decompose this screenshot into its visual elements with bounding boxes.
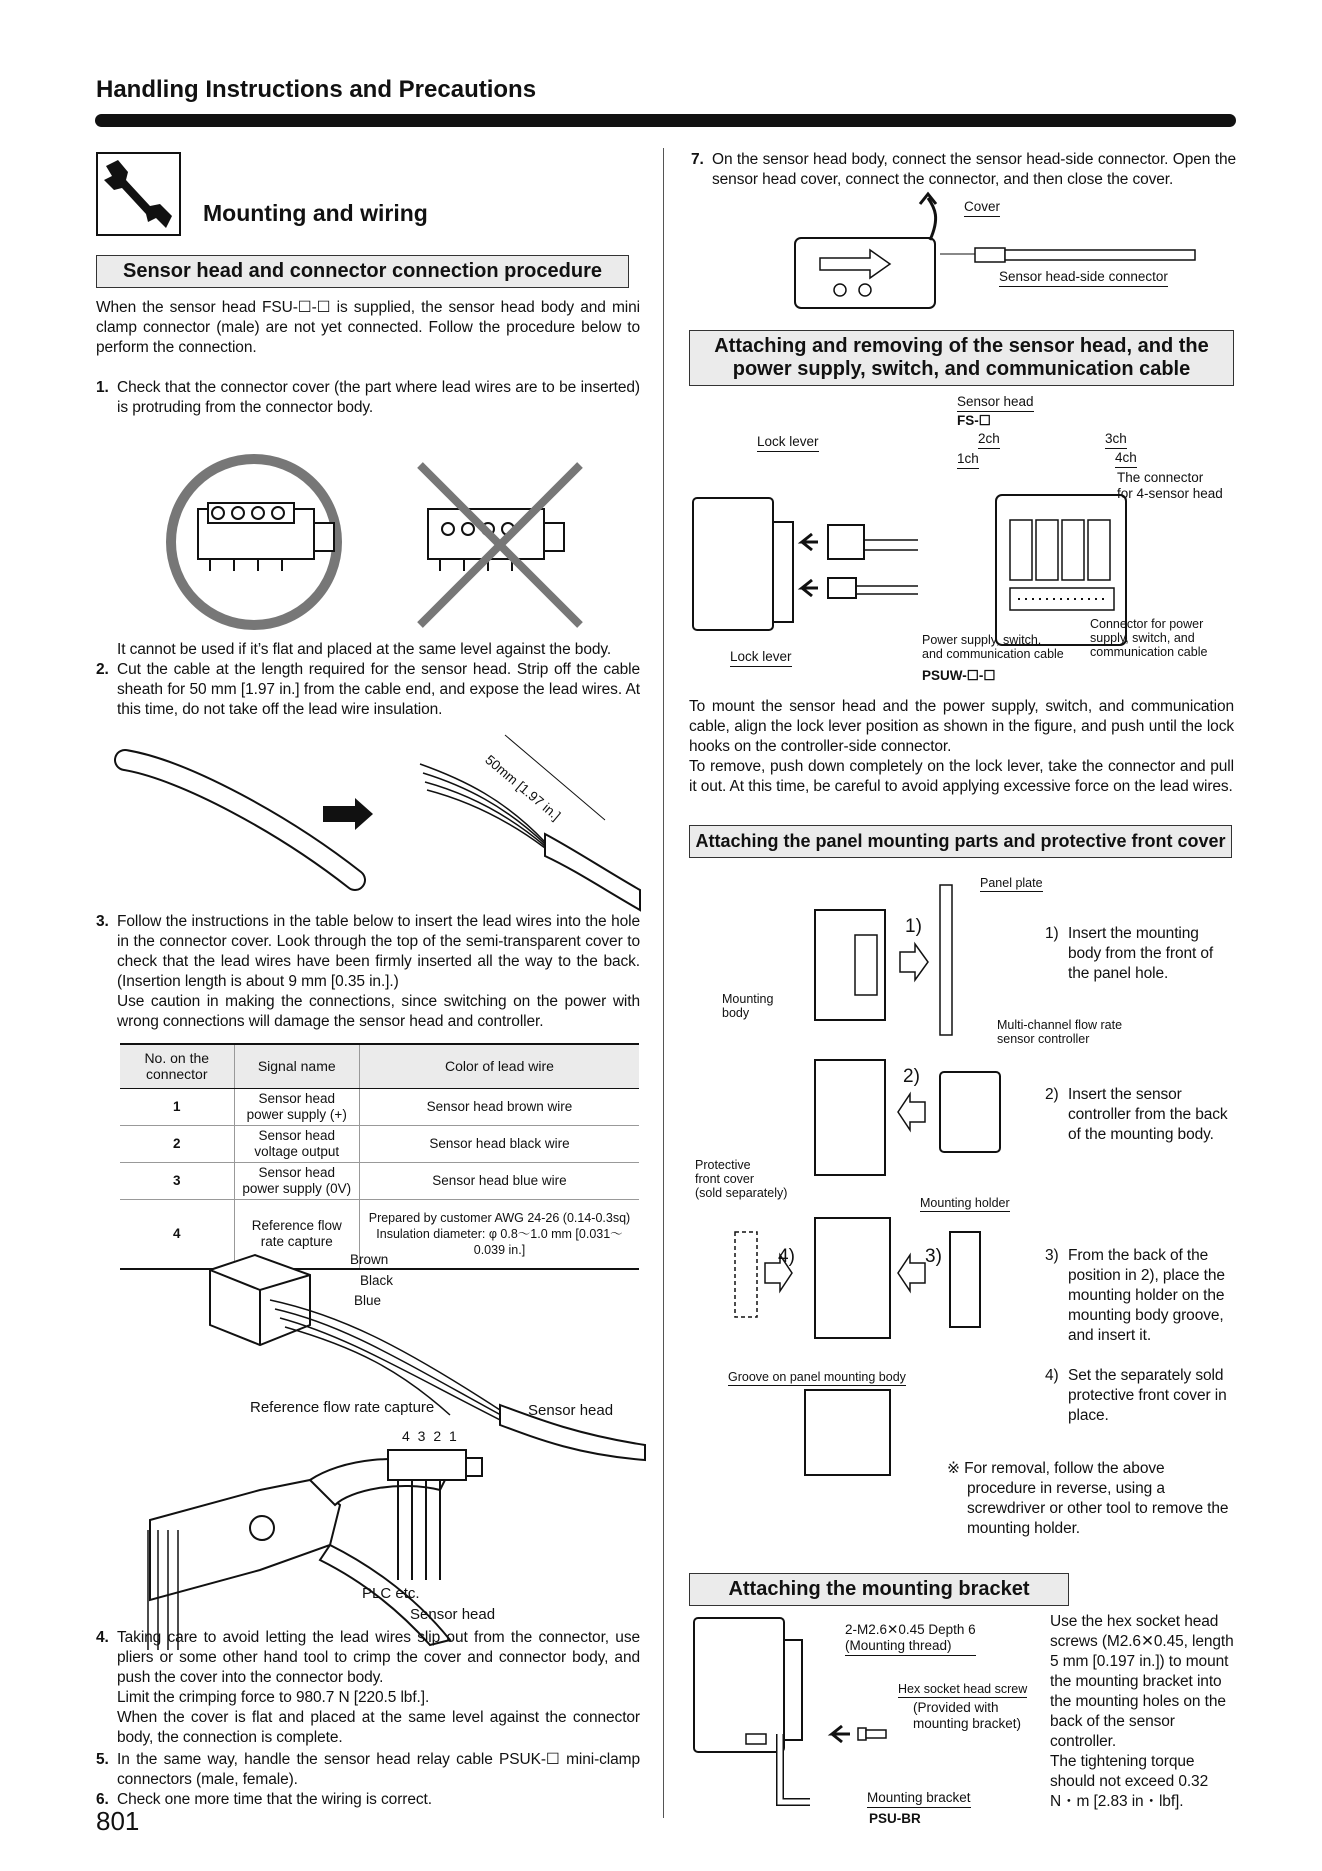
protective-line-3: (sold separately) (695, 1186, 788, 1200)
psu-connector-line-1: Connector for power (1090, 617, 1204, 631)
mounting-body-line-1: Mounting (722, 992, 774, 1006)
table-cell: 2 (120, 1125, 234, 1162)
step-5 (96, 1750, 640, 1790)
panel-step-text: From the back of the position in 2), place the mounting holder on the mounting body groove, and insert it. (1068, 1247, 1225, 1344)
step-7 (691, 150, 1236, 190)
fs-model-label: FS-☐ (957, 413, 991, 428)
step-text-caution: Use caution in making the connections, since switching on the power with wrong connections will damage the sensor head and controller. (117, 993, 640, 1030)
psu-connector-line-3: communication cable (1090, 645, 1208, 659)
hex-provided-line-1: (Provided with (913, 1700, 999, 1715)
table-cell: Sensor head voltage output (234, 1125, 359, 1162)
ref-capture-label: Reference flow rate capture (250, 1399, 435, 1416)
lock-lever-label-top: Lock lever (757, 434, 819, 452)
ch2-label: 2ch (978, 431, 1000, 449)
table-row (120, 1088, 639, 1125)
box-title-attach-remove: Attaching and removing of the sensor head, and the power supply, switch, and communication cable (689, 330, 1234, 386)
ch4-label: 4ch (1115, 450, 1137, 468)
ch3-label: 3ch (1105, 431, 1127, 449)
table-cell: Prepared by customer AWG 24-26 (0.14-0.3sq) Insulation diameter: φ 0.8～1.0 mm [0.031～0.039 in.] (359, 1199, 639, 1269)
sensor-head-label-2: Sensor head (410, 1606, 496, 1623)
step-4 (96, 1628, 640, 1748)
connector-comparison-figure (150, 447, 670, 637)
step-text: Check one more time that the wiring is correct. (117, 1791, 432, 1808)
intro-text: When the sensor head FSU-☐-☐ is supplied, the sensor head body and mini clamp connector (male) are not yet connected. Follow the procedure below to perform the connection. (96, 299, 640, 356)
step-text: Taking care to avoid letting the lead wires slip out from the connector, use pliers or some other hand tool to crimp the cover and connector body, and push the cover into the connector body. (117, 1629, 640, 1686)
step-number: 6. (96, 1791, 109, 1808)
connector-label: Sensor head-side connector (999, 269, 1168, 287)
cable-strip-figure (105, 730, 645, 905)
box-title-connection: Sensor head and connector connection procedure (96, 255, 629, 288)
panel-num-2: 2) (903, 1066, 920, 1087)
groove-label: Groove on panel mounting body (728, 1370, 906, 1384)
step-text: Check that the connector cover (the part where lead wires are to be inserted) is protruding from the connector body. (117, 379, 640, 416)
step-2 (96, 660, 640, 720)
panel-step-1 (1045, 924, 1235, 984)
psu-connector-line-2: supply, switch, and (1090, 631, 1195, 645)
step-number: 5. (96, 1751, 109, 1768)
mounting-body-line-2: body (722, 1006, 750, 1020)
sensor-head-label: Sensor head (528, 1402, 614, 1419)
step-number: 1. (96, 379, 109, 396)
protective-line-2: front cover (695, 1172, 755, 1186)
page-number: 801 (96, 1806, 140, 1836)
hex-provided-label (913, 1700, 1021, 1732)
panel-step-text: Insert the mounting body from the front of the panel hole. (1068, 925, 1214, 982)
wire-label-black: Black (360, 1273, 394, 1288)
step-text: In the same way, handle the sensor head relay cable PSUK-☐ mini-clamp connectors (male, female). (117, 1751, 640, 1788)
thread-label (845, 1622, 976, 1656)
mounting-holder-label: Mounting holder (920, 1196, 1010, 1210)
bracket-text: Use the hex socket head screws (M2.6✕0.45, length 5 mm [0.197 in.]) to mount the mounting bracket into the mounting holes on the back of the sensor controller. (1050, 1613, 1234, 1750)
four-head-connector-label (1117, 470, 1223, 502)
panel-step-number: 3) (1045, 1247, 1059, 1264)
step-text: On the sensor head body, connect the sensor head-side connector. Open the sensor head cover, connect the connector, and then close the cover. (712, 151, 1236, 188)
pin-numbers: 4 3 2 1 (402, 1428, 459, 1444)
strip-length-label: 50mm [1.97 in.] (482, 752, 564, 824)
column-divider (663, 148, 664, 1818)
mount-text: To mount the sensor head and the power supply, switch, and communication cable, align the lock lever position as shown in the figure, and push until the lock hooks on the controller-side connector. (689, 698, 1234, 755)
four-head-line-1: The connector (1117, 470, 1204, 485)
header-rule (95, 114, 1236, 127)
step-text: Cut the cable at the length required for the sensor head. Strip off the cable sheath for 50 mm [1.97 in.] from the cable end, and expose the lead wires. At this time, do not take off the lead wire insulation. (117, 661, 640, 718)
crimping-figure (140, 1450, 560, 1650)
psubr-label: PSU-BR (869, 1811, 921, 1826)
removal-note: ※ For removal, follow the above procedure in reverse, using a screwdriver or other tool to remove the mounting holder. (947, 1460, 1229, 1537)
panel-step-number: 4) (1045, 1367, 1059, 1384)
panel-step-2 (1045, 1085, 1235, 1145)
table-cell: Sensor head power supply (0V) (234, 1162, 359, 1199)
step-text-force: Limit the crimping force to 980.7 N [220.5 lbf.]. (117, 1689, 430, 1706)
box-title-bracket: Attaching the mounting bracket (689, 1573, 1069, 1606)
step-number: 4. (96, 1629, 109, 1646)
table-cell: Sensor head blue wire (359, 1162, 639, 1199)
table-header: Signal name (234, 1044, 359, 1088)
bracket-torque-text: The tightening torque should not exceed 0.32 N・m [2.83 in・lbf]. (1050, 1753, 1209, 1810)
panel-step-4 (1045, 1366, 1235, 1426)
panel-num-4: 4) (778, 1246, 795, 1267)
table-row (120, 1162, 639, 1199)
thread-line-1: 2-M2.6✕0.45 Depth 6 (845, 1622, 976, 1637)
plc-label: PLC etc. (362, 1585, 420, 1602)
panel-step-text: Set the separately sold protective front cover in place. (1068, 1367, 1227, 1424)
step-3 (96, 912, 640, 1032)
mounting-body-label (722, 992, 773, 1020)
step-number: 7. (691, 151, 704, 168)
multichannel-line-2: sensor controller (997, 1032, 1090, 1046)
wiring-table (120, 1043, 639, 1270)
ch1-label: 1ch (957, 451, 979, 469)
box-title-panel: Attaching the panel mounting parts and protective front cover (689, 825, 1232, 858)
table-cell: 1 (120, 1088, 234, 1125)
wire-label-blue: Blue (354, 1293, 382, 1308)
step-text: Follow the instructions in the table below to insert the lead wires into the hole in the connector cover. Look through the top of the semi-transparent cover to check that the lead wires have been firmly inserted all the way to the back. (Insertion length is about 9 mm [0.35 in.].) (117, 913, 640, 990)
protective-cover-label (695, 1158, 787, 1200)
table-cell: Sensor head power supply (+) (234, 1088, 359, 1125)
panel-step-text: Insert the sensor controller from the back of the mounting body. (1068, 1086, 1228, 1143)
table-row (120, 1125, 639, 1162)
multichannel-line-1: Multi-channel flow rate (997, 1018, 1123, 1032)
step-1 (96, 378, 640, 418)
table-cell: Sensor head black wire (359, 1125, 639, 1162)
psuw-model-label: PSUW-☐-☐ (922, 668, 996, 683)
thread-line-2: (Mounting thread) (845, 1638, 952, 1653)
table-cell: Sensor head brown wire (359, 1088, 639, 1125)
table-header: Color of lead wire (359, 1044, 639, 1088)
panel-step-3 (1045, 1246, 1235, 1346)
panel-num-3: 3) (925, 1246, 942, 1267)
cover-label: Cover (964, 199, 1000, 217)
table-cell: 4 (120, 1199, 234, 1269)
section-title: Mounting and wiring (203, 200, 428, 226)
panel-step-number: 2) (1045, 1086, 1059, 1103)
wire-label-brown: Brown (350, 1252, 389, 1267)
remove-text: To remove, push down completely on the lock lever, take the connector and pull it out. At this time, be careful to avoid applying excessive force on the lead wires. (689, 758, 1234, 795)
step-6 (96, 1790, 640, 1810)
step-text-complete: When the cover is flat and placed at the same level against the connector body, the connection is complete. (117, 1709, 640, 1746)
hex-screw-label: Hex socket head screw (898, 1682, 1028, 1696)
psu-connector-label (1090, 617, 1207, 659)
protective-line-1: Protective (695, 1158, 751, 1172)
panel-plate-label: Panel plate (980, 876, 1043, 890)
wrench-icon (96, 152, 181, 236)
step-number: 3. (96, 913, 109, 930)
psu-cable-line-1: Power supply, switch, (922, 633, 1042, 647)
psu-cable-label (922, 633, 1064, 661)
page-header: Handling Instructions and Precautions (96, 76, 537, 103)
panel-step-number: 1) (1045, 925, 1059, 942)
table-cell: Reference flow rate capture (234, 1199, 359, 1269)
bracket-label: Mounting bracket (867, 1790, 971, 1808)
step-number: 2. (96, 661, 109, 678)
multichannel-label (997, 1018, 1122, 1046)
psu-cable-line-2: and communication cable (922, 647, 1064, 661)
sensor-head-fs-label: Sensor head (957, 394, 1034, 412)
four-head-line-2: for 4-sensor head (1117, 486, 1223, 501)
hex-provided-line-2: mounting bracket) (913, 1716, 1022, 1731)
panel-num-1: 1) (905, 916, 922, 937)
lock-lever-label-bottom: Lock lever (730, 649, 792, 667)
caption-flat: It cannot be used if it’s flat and placed at the same level against the body. (117, 641, 612, 658)
table-header: No. on the connector (120, 1044, 234, 1088)
table-cell: 3 (120, 1162, 234, 1199)
